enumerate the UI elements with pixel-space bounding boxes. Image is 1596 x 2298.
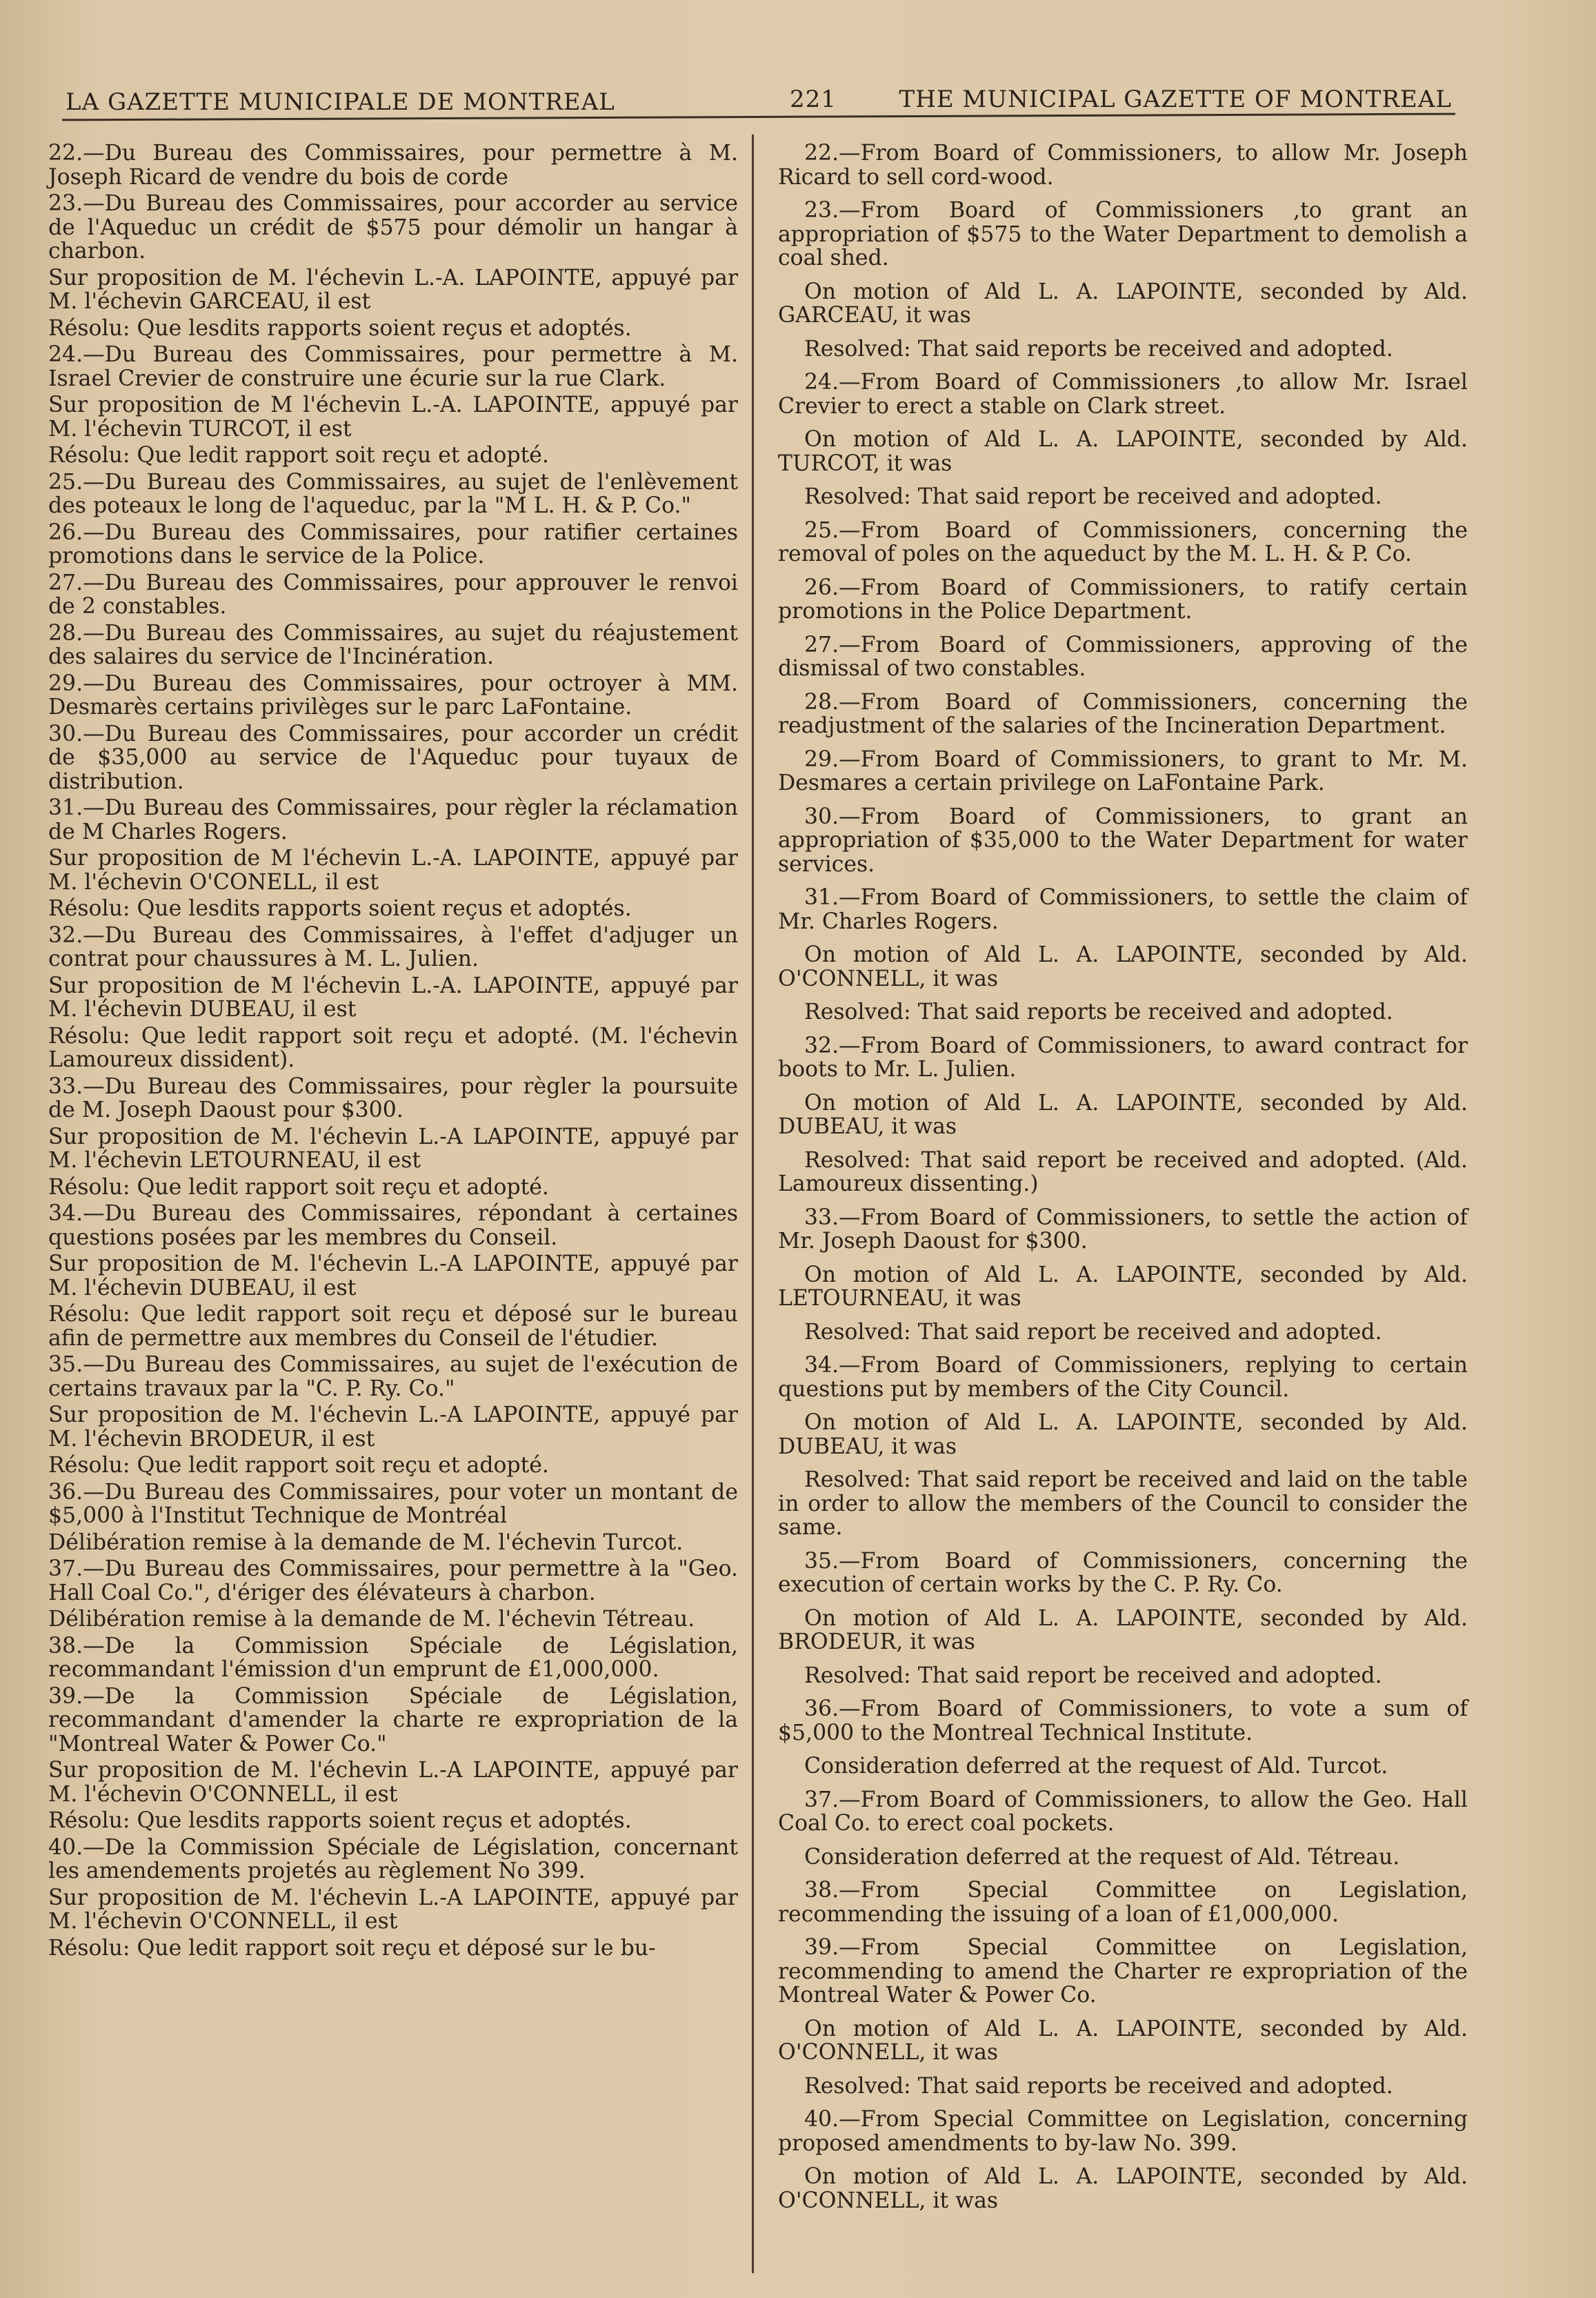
column-divider xyxy=(752,135,754,2273)
english-paragraph: 29.—From Board of Commissioners, to grant to Mr. M. Desmares a certain privilege on LaFontaine Park. xyxy=(778,746,1468,795)
french-paragraph: 35.—Du Bureau des Commissaires, au sujet de l'exécution de certains travaux par la "C. P. Ry. Co." xyxy=(48,1352,738,1401)
french-paragraph: 36.—Du Bureau des Commissaires, pour voter un montant de $5,000 à l'Institut Technique de Montréal xyxy=(48,1479,738,1528)
english-paragraph: 33.—From Board of Commissioners, to settle the action of Mr. Joseph Daoust for $300. xyxy=(778,1205,1468,1254)
english-paragraph: Resolved: That said reports be received and adopted. xyxy=(804,1000,1393,1024)
french-column xyxy=(48,141,738,1963)
english-paragraph: On motion of Ald L. A. LAPOINTE, seconded by Ald. O'CONNELL, it was xyxy=(778,942,1468,991)
french-paragraph: 40.—De la Commission Spéciale de Législation, concernant les amendements projetés au règlement No 399. xyxy=(48,1834,738,1883)
english-paragraph: 26.—From Board of Commissioners, to ratify certain promotions in the Police Department. xyxy=(778,575,1468,624)
english-paragraph: On motion of Ald L. A. LAPOINTE, seconded by Ald. TURCOT, it was xyxy=(778,427,1468,476)
english-paragraph: 34.—From Board of Commissioners, replying to certain questions put by members of the City Council. xyxy=(778,1353,1468,1402)
french-paragraph: Résolu: Que lesdits rapports soient reçus et adoptés. xyxy=(48,1808,632,1833)
english-paragraph: 27.—From Board of Commissioners, approving of the dismissal of two constables. xyxy=(778,632,1468,681)
english-paragraph: 28.—From Board of Commissioners, concerning the readjustment of the salaries of the Incineration Department. xyxy=(778,689,1468,738)
french-paragraph: Résolu: Que ledit rapport soit reçu et déposé sur le bu- xyxy=(48,1935,656,1961)
french-paragraph: Résolu: Que ledit rapport soit reçu et adopté. xyxy=(48,1174,549,1200)
french-paragraph: 37.—Du Bureau des Commissaires, pour permettre à la "Geo. Hall Coal Co.", d'ériger des élévateurs à charbon. xyxy=(48,1556,738,1605)
english-column xyxy=(778,141,1468,2222)
french-paragraph: Sur proposition de M. l'échevin L.-A LAPOINTE, appuyé par M. l'échevin BRODEUR, il est xyxy=(48,1403,738,1452)
french-paragraph: Résolu: Que lesdits rapports soient reçus et adoptés. xyxy=(48,315,632,341)
french-paragraph: Résolu: Que ledit rapport soit reçu et déposé sur le bureau afin de permettre aux membres du Conseil de l'étudier. xyxy=(48,1302,738,1351)
french-paragraph: 24.—Du Bureau des Commissaires, pour permettre à M. Israel Crevier de construire une écurie sur la rue Clark. xyxy=(48,342,738,391)
english-paragraph: 31.—From Board of Commissioners, to settle the claim of Mr. Charles Rogers. xyxy=(778,885,1468,934)
english-paragraph: 30.—From Board of Commissioners, to grant an appropriation of $35,000 to the Water Department for water services. xyxy=(778,804,1468,877)
header-french-title: LA GAZETTE MUNICIPALE DE MONTREAL xyxy=(66,88,615,116)
french-paragraph: 26.—Du Bureau des Commissaires, pour ratifier certaines promotions dans le service de la Police. xyxy=(48,519,738,568)
header-english-title: THE MUNICIPAL GAZETTE OF MONTREAL xyxy=(899,86,1452,113)
french-paragraph: 33.—Du Bureau des Commissaires, pour règler la poursuite de M. Joseph Daoust pour $300. xyxy=(48,1073,738,1122)
english-paragraph: 22.—From Board of Commissioners, to allow Mr. Joseph Ricard to sell cord-wood. xyxy=(778,141,1468,190)
french-paragraph: 27.—Du Bureau des Commissaires, pour approuver le renvoi de 2 constables. xyxy=(48,570,738,619)
french-paragraph: Résolu: Que ledit rapport soit reçu et adopté. xyxy=(48,1453,549,1478)
french-paragraph: Sur proposition de M l'échevin L.-A. LAPOINTE, appuyé par M. l'échevin DUBEAU, il est xyxy=(48,973,738,1022)
french-paragraph: Sur proposition de M. l'échevin L.-A LAPOINTE, appuyé par M. l'échevin DUBEAU, il est xyxy=(48,1251,738,1300)
english-paragraph: On motion of Ald L. A. LAPOINTE, seconded by Ald. LETOURNEAU, it was xyxy=(778,1262,1468,1311)
french-paragraph: Sur proposition de M l'échevin L.-A. LAPOINTE, appuyé par M. l'échevin O'CONELL, il est xyxy=(48,846,738,895)
english-paragraph: On motion of Ald L. A. LAPOINTE, seconded by Ald. GARCEAU, it was xyxy=(778,279,1468,328)
english-paragraph: 25.—From Board of Commissioners, concerning the removal of poles on the aqueduct by the M. L. H. & P. Co. xyxy=(778,517,1468,566)
french-paragraph: 32.—Du Bureau des Commissaires, à l'effet d'adjuger un contrat pour chaussures à M. L. Julien. xyxy=(48,922,738,971)
french-paragraph: Délibération remise à la demande de M. l'échevin Tétreau. xyxy=(48,1607,695,1632)
english-paragraph: Resolved: That said reports be received and adopted. xyxy=(804,2073,1393,2099)
french-paragraph: Sur proposition de M. l'échevin L.-A LAPOINTE, appuyé par M. l'échevin LETOURNEAU, il est xyxy=(48,1124,738,1173)
english-paragraph: Resolved: That said report be received and laid on the table in order to allow the members of the Council to consider the same. xyxy=(778,1467,1468,1540)
french-paragraph: Sur proposition de M. l'échevin L.-A LAPOINTE, appuyé par M. l'échevin O'CONNELL, il est xyxy=(48,1758,738,1807)
french-paragraph: 29.—Du Bureau des Commissaires, pour octroyer à MM. Desmarès certains privilèges sur le parc LaFontaine. xyxy=(48,671,738,720)
french-paragraph: 25.—Du Bureau des Commissaires, au sujet de l'enlèvement des poteaux le long de l'aqueduc, par la "M L. H. & P. Co." xyxy=(48,469,738,518)
english-paragraph: Resolved: That said reports be received and adopted. xyxy=(804,336,1393,361)
french-paragraph: 30.—Du Bureau des Commissaires, pour accorder un crédit de $35,000 au service de l'Aqueduc pour tuyaux de distribution. xyxy=(48,721,738,794)
french-paragraph: Résolu: Que ledit rapport soit reçu et adopté. xyxy=(48,443,549,468)
french-paragraph: Résolu: Que ledit rapport soit reçu et adopté. (M. l'échevin Lamoureux dissident). xyxy=(48,1023,738,1072)
french-paragraph: Sur proposition de M. l'échevin L.-A LAPOINTE, appuyé par M. l'échevin O'CONNELL, il est xyxy=(48,1885,738,1934)
french-paragraph: Résolu: Que lesdits rapports soient reçus et adoptés. xyxy=(48,896,632,921)
french-paragraph: Sur proposition de M. l'échevin L.-A. LAPOINTE, appuyé par M. l'échevin GARCEAU, il est xyxy=(48,265,738,314)
english-paragraph: 38.—From Special Committee on Legislation, recommending the issuing of a loan of £1,000,000. xyxy=(778,1878,1468,1927)
english-paragraph: 23.—From Board of Commissioners ,to grant an appropriation of $575 to the Water Department to demolish a coal shed. xyxy=(778,198,1468,270)
french-paragraph: Sur proposition de M l'échevin L.-A. LAPOINTE, appuyé par M. l'échevin TURCOT, il est xyxy=(48,393,738,442)
english-paragraph: On motion of Ald L. A. LAPOINTE, seconded by Ald. O'CONNELL, it was xyxy=(778,2164,1468,2213)
english-paragraph: 40.—From Special Committee on Legislation, concerning proposed amendments to by-law No. 399. xyxy=(778,2107,1468,2156)
english-paragraph: On motion of Ald L. A. LAPOINTE, seconded by Ald. DUBEAU, it was xyxy=(778,1410,1468,1459)
english-paragraph: 35.—From Board of Commissioners, concerning the execution of certain works by the C. P. Ry. Co. xyxy=(778,1548,1468,1597)
english-paragraph: Resolved: That said report be received and adopted. xyxy=(804,484,1382,509)
english-paragraph: Resolved: That said report be received and adopted. xyxy=(804,1319,1382,1345)
english-paragraph: 36.—From Board of Commissioners, to vote a sum of $5,000 to the Montreal Technical Institute. xyxy=(778,1696,1468,1745)
french-paragraph: 22.—Du Bureau des Commissaires, pour permettre à M. Joseph Ricard de vendre du bois de corde xyxy=(48,141,738,190)
english-paragraph: Consideration deferred at the request of Ald. Tétreau. xyxy=(804,1844,1400,1870)
french-paragraph: 38.—De la Commission Spéciale de Législation, recommandant l'émission d'un emprunt de £1,000,000. xyxy=(48,1633,738,1682)
english-paragraph: 39.—From Special Committee on Legislation, recommending to amend the Charter re expropriation of the Montreal Water & Power Co. xyxy=(778,1935,1468,2008)
english-paragraph: 24.—From Board of Commissioners ,to allow Mr. Israel Crevier to erect a stable on Clark street. xyxy=(778,370,1468,419)
french-paragraph: 34.—Du Bureau des Commissaires, répondant à certaines questions posées par les membres du Conseil. xyxy=(48,1201,738,1250)
english-paragraph: On motion of Ald L. A. LAPOINTE, seconded by Ald. O'CONNELL, it was xyxy=(778,2016,1468,2065)
english-paragraph: Resolved: That said report be received and adopted. (Ald. Lamoureux dissenting.) xyxy=(778,1147,1468,1196)
french-paragraph: 23.—Du Bureau des Commissaires, pour accorder au service de l'Aqueduc un crédit de $575 pour démolir un hangar à charbon. xyxy=(48,191,738,264)
french-paragraph: Délibération remise à la demande de M. l'échevin Turcot. xyxy=(48,1529,684,1555)
english-paragraph: 32.—From Board of Commissioners, to award contract for boots to Mr. L. Julien. xyxy=(778,1033,1468,1082)
english-paragraph: On motion of Ald L. A. LAPOINTE, seconded by Ald. BRODEUR, it was xyxy=(778,1605,1468,1654)
english-paragraph: Consideration deferred at the request of Ald. Turcot. xyxy=(804,1754,1388,1779)
english-paragraph: 37.—From Board of Commissioners, to allow the Geo. Hall Coal Co. to erect coal pockets. xyxy=(778,1787,1468,1836)
french-paragraph: 31.—Du Bureau des Commissaires, pour règler la réclamation de M Charles Rogers. xyxy=(48,795,738,844)
french-paragraph: 39.—De la Commission Spéciale de Législation, recommandant d'amender la charte re expropriation de la "Montreal Water & Power Co." xyxy=(48,1683,738,1756)
page-number: 221 xyxy=(790,86,837,113)
french-paragraph: 28.—Du Bureau des Commissaires, au sujet du réajustement des salaires du service de l'Incinération. xyxy=(48,620,738,669)
english-paragraph: On motion of Ald L. A. LAPOINTE, seconded by Ald. DUBEAU, it was xyxy=(778,1090,1468,1139)
english-paragraph: Resolved: That said report be received and adopted. xyxy=(804,1663,1382,1688)
